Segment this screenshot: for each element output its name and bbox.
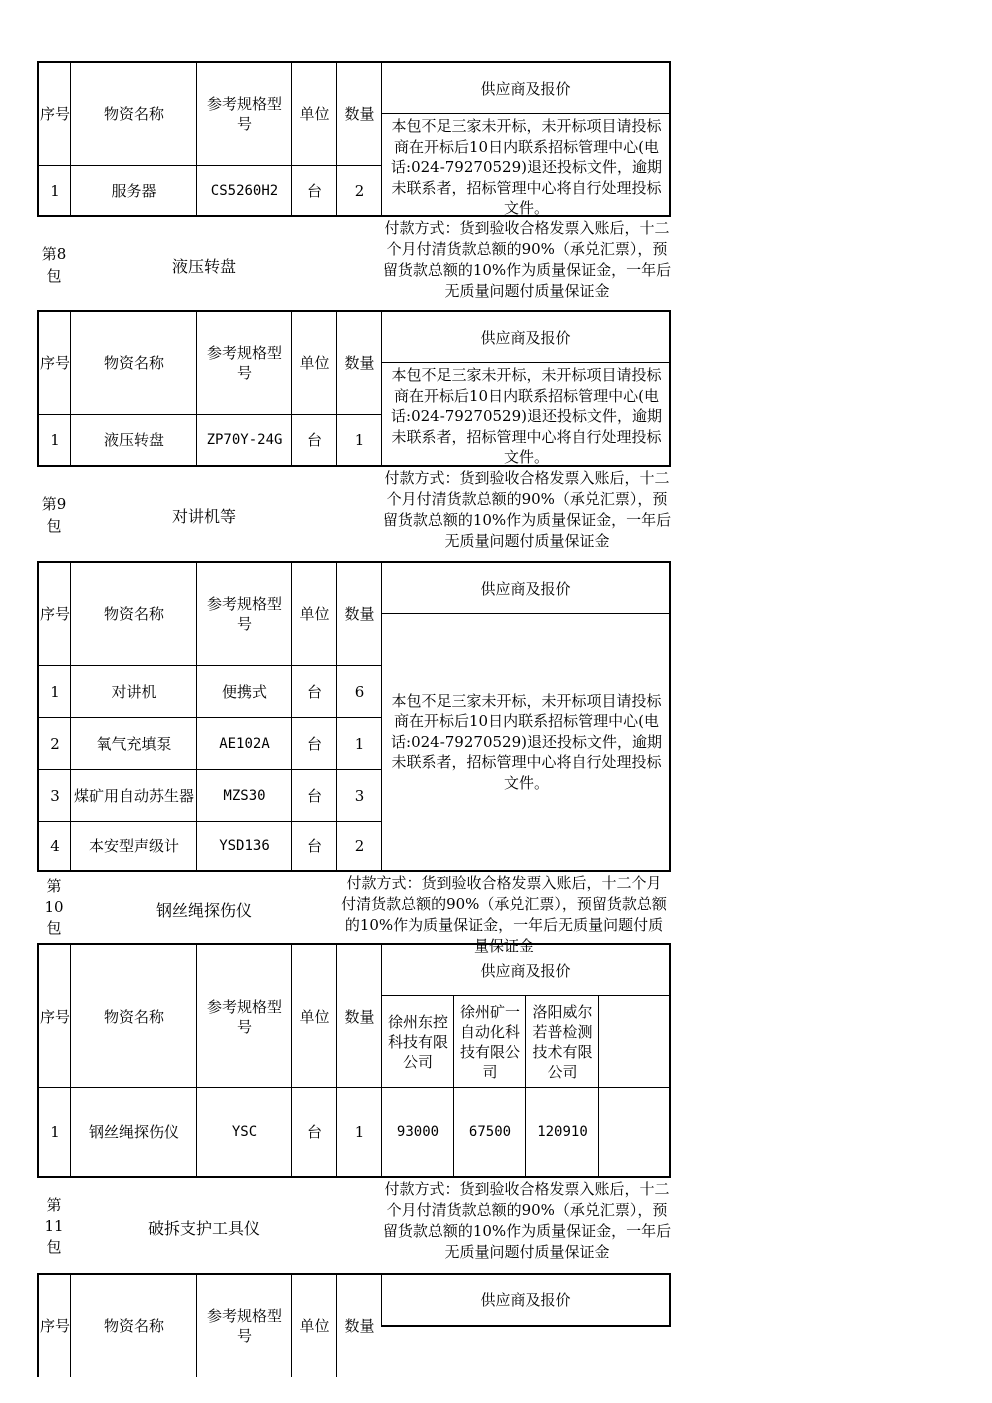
row-spec: AE102A (196, 717, 292, 769)
package-number: 第9包 (41, 495, 67, 535)
row-spec: CS5260H2 (196, 165, 292, 217)
row-spec: YSD136 (196, 821, 292, 872)
header-spec: 参考规格型号 (196, 61, 292, 165)
row-unit: 台 (291, 1087, 337, 1178)
row-unit: 台 (291, 414, 337, 467)
header-unit: 单位 (291, 561, 337, 665)
package-number: 第11包 (44, 1196, 64, 1256)
header-unit: 单位 (291, 310, 337, 414)
header-qty: 数量 (336, 61, 382, 165)
header-supplier: 供应商及报价 (381, 61, 671, 114)
row-qty: 2 (336, 821, 382, 872)
row-qty: 1 (336, 414, 382, 467)
notice-not-opened: 本包不足三家未开标，未开标项目请投标商在开标后10日内联系招标管理中心(电话:024-79270529)退还投标文件，逾期未联系者，招标管理中心将自行处理投标文件。 (381, 613, 671, 872)
header-qty: 数量 (336, 561, 382, 665)
row-name: 煤矿用自动苏生器 (70, 769, 197, 821)
header-supplier: 供应商及报价 (381, 561, 671, 614)
payment-terms: 付款方式：货到验收合格发票入账后，十二个月付清货款总额的90%（承兑汇票），预留货款总额的10%作为质量保证金，一年后无质量问题付质量保证金 (382, 219, 672, 300)
row-spec: YSC (196, 1087, 292, 1178)
header-unit: 单位 (291, 61, 337, 165)
payment-terms: 付款方式：货到验收合格发票入账后，十二个月付清货款总额的90%（承兑汇票），预留货款总额的10%作为质量保证金，一年后无质量问题付质量保证金 (341, 874, 667, 955)
header-spec: 参考规格型号 (196, 310, 292, 414)
header-name: 物资名称 (70, 310, 197, 414)
header-qty: 数量 (336, 1273, 382, 1377)
header-supplier: 供应商及报价 (381, 1273, 671, 1327)
package-number: 第10包 (44, 877, 64, 937)
row-qty: 6 (336, 665, 382, 717)
row-name: 本安型声级计 (70, 821, 197, 872)
row-seq: 4 (37, 821, 71, 872)
row-name: 服务器 (70, 165, 197, 217)
row-qty: 1 (336, 1087, 382, 1178)
row-seq: 3 (37, 769, 71, 821)
header-unit: 单位 (291, 1273, 337, 1377)
row-unit: 台 (291, 769, 337, 821)
header-seq: 序号 (37, 561, 71, 665)
row-unit: 台 (291, 665, 337, 717)
row-seq: 1 (37, 665, 71, 717)
supplier-name: 徐州东控科技有限公司 (381, 995, 454, 1088)
row-name: 氧气充填泵 (70, 717, 197, 769)
package-number: 第8包 (41, 245, 67, 285)
notice-not-opened: 本包不足三家未开标，未开标项目请投标商在开标后10日内联系招标管理中心(电话:024-79270529)退还投标文件，逾期未联系者，招标管理中心将自行处理投标文件。 (381, 113, 671, 217)
header-qty: 数量 (336, 943, 382, 1088)
row-unit: 台 (291, 717, 337, 769)
row-qty: 3 (336, 769, 382, 821)
row-qty: 1 (336, 717, 382, 769)
package-name: 钢丝绳探伤仪 (155, 901, 252, 920)
row-seq: 2 (37, 717, 71, 769)
row-name: 液压转盘 (70, 414, 197, 467)
row-spec: 便携式 (196, 665, 292, 717)
row-spec: MZS30 (196, 769, 292, 821)
row-spec: ZP70Y-24G (196, 414, 292, 467)
row-name: 钢丝绳探伤仪 (70, 1087, 197, 1178)
header-spec: 参考规格型号 (196, 1273, 292, 1377)
notice-not-opened: 本包不足三家未开标，未开标项目请投标商在开标后10日内联系招标管理中心(电话:024-79270529)退还投标文件，逾期未联系者，招标管理中心将自行处理投标文件。 (381, 362, 671, 467)
price-cell: 120910 (525, 1087, 599, 1178)
package-name: 对讲机等 (171, 507, 236, 526)
row-qty: 2 (336, 165, 382, 217)
header-unit: 单位 (291, 943, 337, 1088)
header-name: 物资名称 (70, 943, 197, 1088)
row-unit: 台 (291, 165, 337, 217)
header-spec: 参考规格型号 (196, 561, 292, 665)
price-cell: 93000 (381, 1087, 454, 1178)
row-seq: 1 (37, 1087, 71, 1178)
header-name: 物资名称 (70, 61, 197, 165)
header-seq: 序号 (37, 943, 71, 1088)
header-seq: 序号 (37, 310, 71, 414)
payment-terms: 付款方式：货到验收合格发票入账后，十二个月付清货款总额的90%（承兑汇票），预留货款总额的10%作为质量保证金，一年后无质量问题付质量保证金 (382, 469, 672, 550)
header-name: 物资名称 (70, 561, 197, 665)
package-name: 液压转盘 (171, 257, 236, 276)
header-spec: 参考规格型号 (196, 943, 292, 1088)
price-cell: 67500 (453, 1087, 526, 1178)
row-seq: 1 (37, 414, 71, 467)
header-seq: 序号 (37, 1273, 71, 1377)
row-name: 对讲机 (70, 665, 197, 717)
supplier-name: 徐州矿一自动化科技有限公司 (453, 995, 526, 1088)
header-name: 物资名称 (70, 1273, 197, 1377)
header-qty: 数量 (336, 310, 382, 414)
payment-terms: 付款方式：货到验收合格发票入账后，十二个月付清货款总额的90%（承兑汇票），预留货款总额的10%作为质量保证金，一年后无质量问题付质量保证金 (382, 1180, 672, 1261)
supplier-name: 洛阳威尔若普检测技术有限公司 (525, 995, 599, 1088)
row-seq: 1 (37, 165, 71, 217)
header-supplier: 供应商及报价 (381, 310, 671, 363)
package-name: 破拆支护工具仪 (147, 1219, 260, 1238)
header-seq: 序号 (37, 61, 71, 165)
header-supplier: 供应商及报价 (381, 943, 671, 996)
row-unit: 台 (291, 821, 337, 872)
